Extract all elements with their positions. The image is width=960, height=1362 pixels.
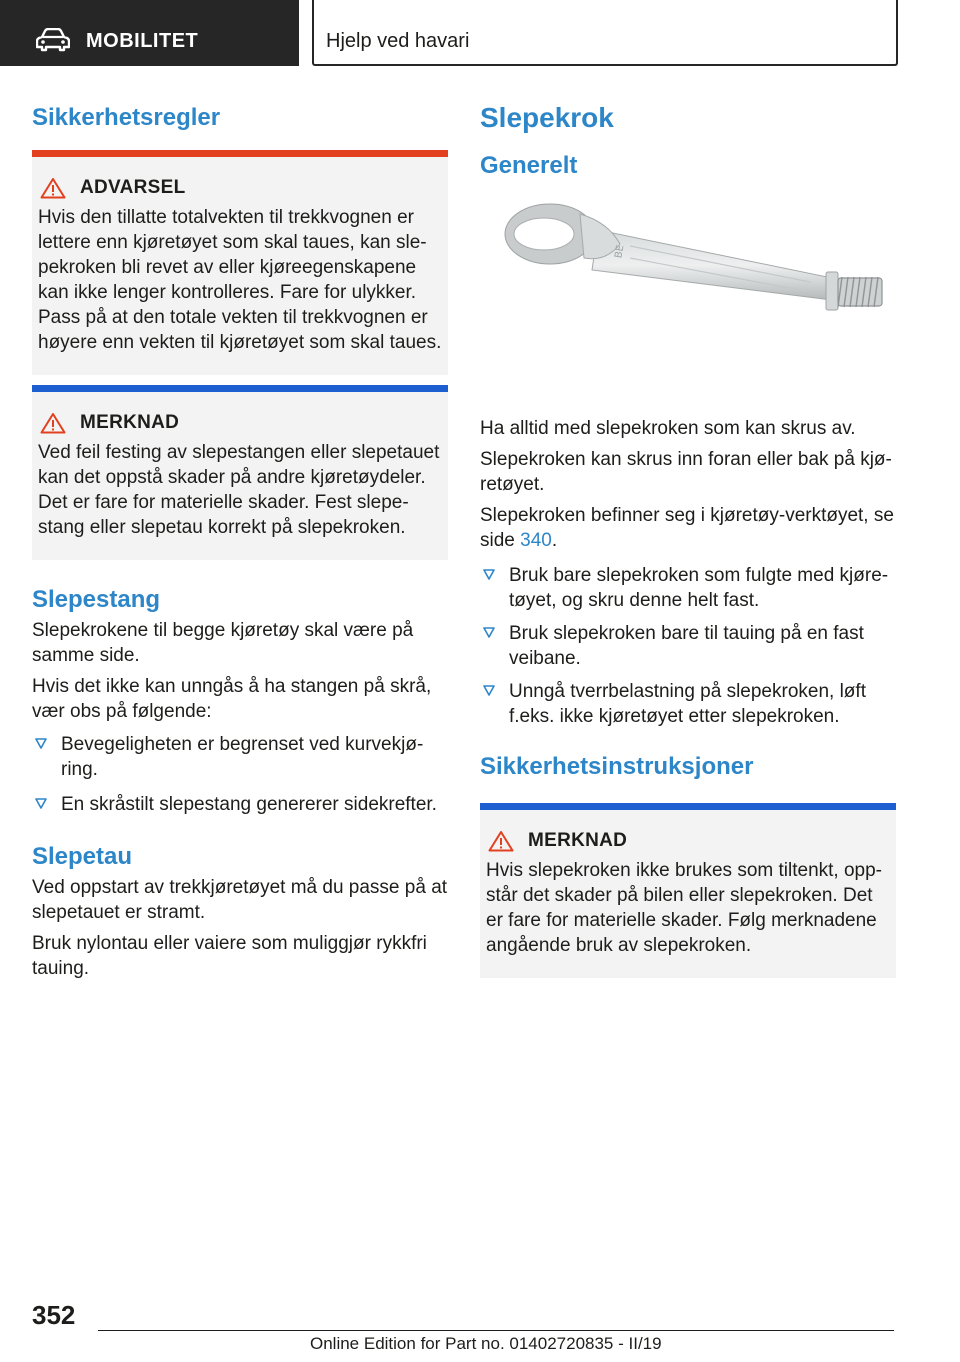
warning-box [32, 150, 448, 375]
notice-title-row [40, 412, 442, 434]
heading-tow-hook: Slepekrok [480, 102, 614, 133]
notice-title: MERKNAD [80, 412, 180, 433]
tow-rope-paragraph-2: Bruk nylontau eller vaiere som muliggjør rykkfri tauing. [32, 933, 427, 979]
tow-hook-paragraph-3: Slepekroken befinner seg i kjøretøy-verktøyet, se side 340. [480, 505, 894, 551]
notice-text: Hvis slepekroken ikke brukes som tiltenkt, oppstår det skader på bilen eller slepekroken. Det er fare for materielle skader. Følg merknadene angående bruk av slepekroken. [486, 860, 882, 956]
list-item: Bruk bare slepekroken som fulgte med kjøretøyet, og skru denne helt fast. [480, 563, 896, 613]
left-column [32, 100, 448, 981]
triangle-bullet-icon [34, 735, 48, 751]
tow-bar-paragraph-1: Slepekrokene til begge kjøretøy skal være på samme side. [32, 620, 414, 666]
notice-title: MERKNAD [528, 830, 628, 851]
section-tab [0, 0, 299, 66]
section-tab-label: MOBILITET [86, 30, 199, 52]
heading-tow-rope: Slepetau [32, 843, 133, 870]
tow-bar-list [32, 732, 448, 817]
notice-box [480, 803, 896, 978]
notice-text: Ved feil festing av slepestangen eller slepetauet kan det oppstå skader på andre kjøretøydeler. Det er fare for materielle skader. Fest slepestang eller slepetau korrekt på slepekroken. [38, 442, 440, 538]
footer-divider [98, 1330, 894, 1331]
footer-edition: Online Edition for Part no. 01402720835 - II/19 [310, 1334, 662, 1353]
warning-text: Hvis den tillatte totalvekten til trekkvognen er lettere enn kjøretøyet som skal taues, kan slepekroken bli revet av eller kjøreegenskapene kan ikke lenger kontrolleres. Fare for ulykker. Pass på at den totale vekten til trekkvognen er høyere enn vekten til kjøretøyet som skal taues. [38, 207, 442, 353]
list-item: Bruk slepekroken bare til tauing på en fast veibane. [480, 621, 896, 671]
tow-bar-paragraph-2: Hvis det ikke kan unngås å ha stangen på skrå, vær obs på følgende: [32, 676, 432, 722]
heading-safety-instructions: Sikkerhetsinstruksjoner [480, 753, 754, 780]
page-reference-link[interactable]: 340 [520, 530, 552, 551]
heading-safety-rules: Sikkerhetsregler [32, 104, 221, 131]
list-item: Bevegeligheten er begrenset ved kurvekjøring. [32, 732, 448, 782]
warning-title: ADVARSEL [80, 177, 186, 198]
heading-general: Generelt [480, 152, 578, 179]
triangle-bullet-icon [482, 624, 496, 640]
triangle-bullet-icon [482, 566, 496, 582]
tow-hook-illustration-svg [480, 194, 896, 394]
tow-hook-list [480, 563, 896, 729]
notice-box [32, 385, 448, 560]
warning-triangle-icon [488, 830, 514, 852]
heading-tow-bar: Slepestang [32, 586, 161, 613]
list-item: En skråstilt slepestang genererer sidekrefter. [32, 792, 448, 817]
tow-hook-paragraph-2: Slepekroken kan skrus inn foran eller bak på kjøretøyet. [480, 449, 892, 495]
warning-title-row [40, 177, 442, 199]
page-number: 352 [32, 1300, 76, 1330]
car-icon [36, 28, 70, 52]
warning-triangle-icon [40, 177, 66, 199]
tow-hook-paragraph-1: Ha alltid med slepekroken som kan skrus av. [480, 418, 856, 439]
triangle-bullet-icon [34, 795, 48, 811]
triangle-bullet-icon [482, 682, 496, 698]
tow-hook-illustration [480, 194, 896, 404]
svg-text:BE: BE [613, 244, 627, 260]
chapter-title: Hjelp ved havari [326, 30, 470, 52]
warning-triangle-icon [40, 412, 66, 434]
tow-rope-paragraph-1: Ved oppstart av trekkjøretøyet må du passe på at slepetauet er stramt. [32, 877, 448, 923]
list-item: Unngå tverrbelastning på slepekroken, løft f.eks. ikke kjøretøyet etter slepekroken. [480, 679, 896, 729]
right-column [480, 100, 896, 978]
notice-title-row [488, 830, 890, 852]
chapter-header [312, 0, 898, 66]
